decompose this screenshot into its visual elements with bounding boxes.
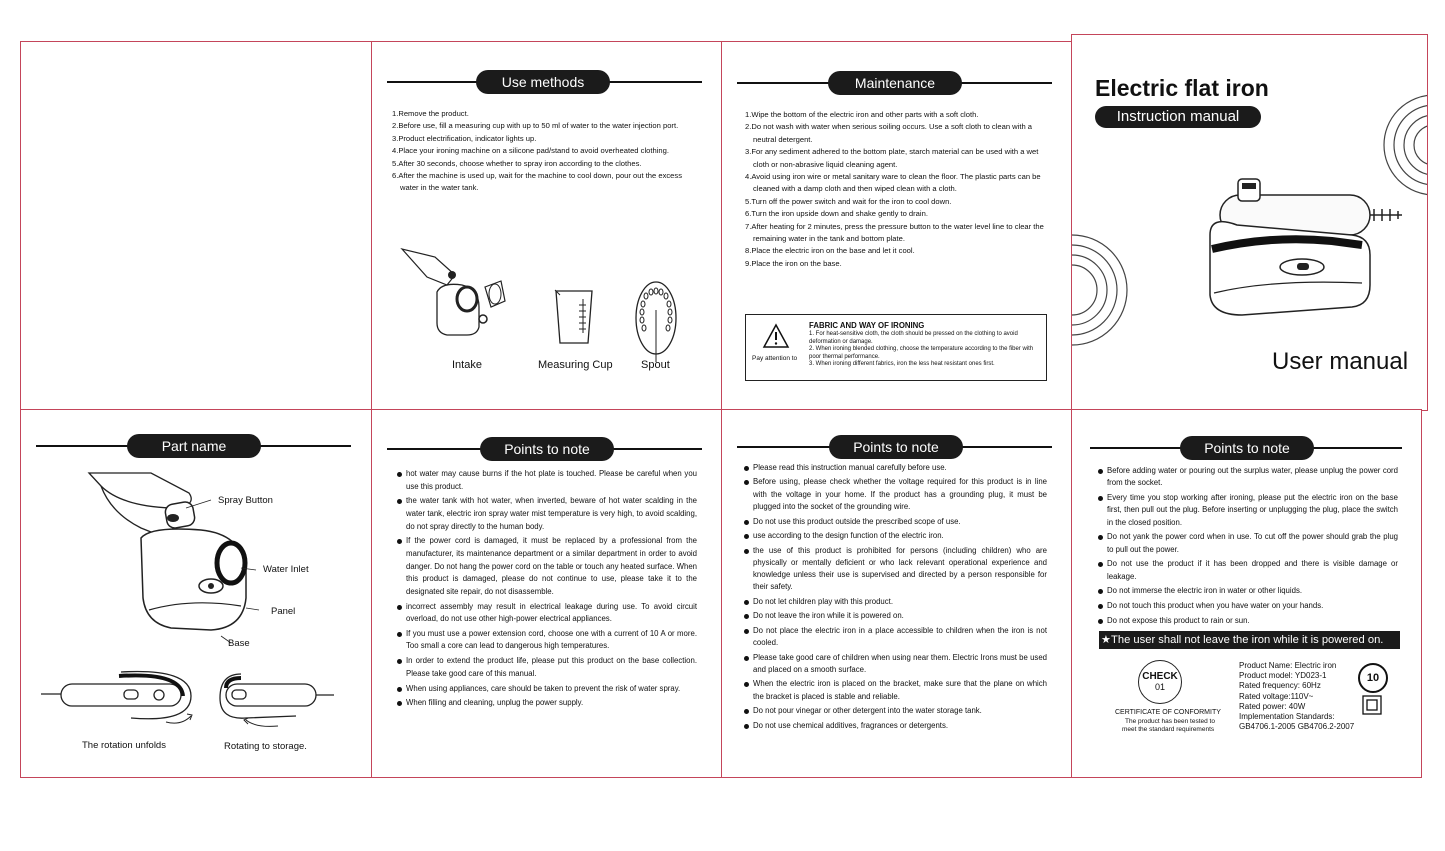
rotating-storage-caption: Rotating to storage. bbox=[224, 741, 307, 752]
notes1-panel bbox=[371, 409, 722, 778]
note-item: use according to the design function of the electric iron. bbox=[744, 530, 1047, 542]
note-item: In order to extend the product life, please put this product on the base collection. Please take good care of this manual. bbox=[397, 655, 697, 680]
maintenance-step: 5.Turn off the power switch and wait for the iron to cool down. bbox=[745, 196, 952, 206]
spray-button-label: Spray Button bbox=[218, 495, 273, 506]
cover-panel bbox=[1071, 34, 1428, 411]
note-item: Every time you stop working after ironing, please put the electric iron on the base first, then pull out the plug. Before inserting or unplugging the plug, place the switch in the closed position. bbox=[1098, 492, 1398, 529]
spout-icon bbox=[634, 280, 678, 364]
water-inlet-label: Water Inlet bbox=[263, 564, 309, 575]
notes3-panel bbox=[1071, 409, 1422, 778]
note-item: Before using, please check whether the voltage required for this product is in line with the voltage in your home. If the product has a grounding plug, it must be plugged into the socket of the grounding wire. bbox=[744, 476, 1047, 513]
notice-line: 3. When ironing different fabrics, iron the less heat resistant ones first. bbox=[809, 361, 995, 367]
use-methods-title: Use methods bbox=[476, 70, 610, 94]
maintenance-title: Maintenance bbox=[828, 71, 962, 95]
note-item: Do not leave the iron while it is powered on. bbox=[744, 610, 1047, 622]
spec-line: Product model: YD023-1 bbox=[1239, 671, 1327, 681]
spout-label: Spout bbox=[641, 359, 670, 371]
measuring-cup-label: Measuring Cup bbox=[538, 359, 613, 371]
rotating-storage-diagram bbox=[216, 668, 336, 733]
part-name-panel bbox=[20, 409, 372, 778]
use-methods-header bbox=[372, 70, 721, 94]
notes2-panel bbox=[721, 409, 1072, 778]
cover-footer: User manual bbox=[1272, 348, 1409, 375]
certificate-title: CERTIFICATE OF CONFORMITY bbox=[1115, 709, 1221, 716]
maintenance-panel bbox=[721, 41, 1072, 410]
notes3-title: Points to note bbox=[1180, 436, 1314, 460]
spec-line: Rated frequency: 60Hz bbox=[1239, 681, 1321, 691]
note-item: Please read this instruction manual carefully before use. bbox=[744, 462, 1047, 474]
notes3-header bbox=[1072, 436, 1421, 460]
use-step: 2.Before use, fill a measuring cup with up to 50 ml of water to the water injection port. bbox=[392, 121, 679, 131]
notice-caption: Pay attention to bbox=[752, 355, 798, 362]
note-item: Do not expose this product to rain or sun. bbox=[1098, 615, 1398, 627]
note-item: Do not yank the power cord when in use. To cut off the power should grab the plug to pull out the power. bbox=[1098, 531, 1398, 556]
iron-product-image bbox=[1202, 175, 1407, 325]
maintenance-step: 9.Place the iron on the base. bbox=[745, 258, 842, 268]
check-number: 01 bbox=[1154, 682, 1165, 692]
notes2-list bbox=[744, 462, 1047, 734]
note-item: Do not let children play with this product. bbox=[744, 596, 1047, 608]
notes1-title: Points to note bbox=[480, 437, 614, 461]
notes3-list bbox=[1098, 465, 1398, 629]
notes1-list bbox=[397, 468, 697, 712]
use-methods-steps bbox=[392, 108, 700, 195]
notes1-header bbox=[372, 437, 721, 461]
warning-banner: ★The user shall not leave the iron while it is powered on. bbox=[1099, 631, 1400, 649]
note-item: hot water may cause burns if the hot plate is touched. Please be careful when you use this product. bbox=[397, 468, 697, 493]
note-item: Do not touch this product when you have water on your hands. bbox=[1098, 600, 1398, 612]
maintenance-step: 8.Place the electric iron on the base and let it cool. bbox=[745, 246, 915, 256]
use-step: 5.After 30 seconds, choose whether to spray iron according to the clothes. bbox=[392, 158, 642, 168]
maintenance-step: 4.Avoid using iron wire or metal sanitary ware to clean the floor. The plastic parts can be cleaned with a damp cloth and then wiped clean with a cloth. bbox=[745, 172, 1041, 194]
spec-line: Product Name: Electric iron bbox=[1239, 661, 1337, 670]
note-item: Do not use the product if it has been dropped and there is visible damage or leakage. bbox=[1098, 558, 1398, 583]
note-item: Do not immerse the electric iron in water or other liquids. bbox=[1098, 585, 1398, 597]
use-step: 1.Remove the product. bbox=[392, 109, 469, 118]
part-name-header bbox=[21, 434, 371, 458]
maintenance-step: 2.Do not wash with water when serious soiling occurs. Use a soft cloth to clean with a neutral detergent. bbox=[745, 122, 1033, 144]
check-title: CHECK bbox=[1142, 671, 1178, 682]
note-item: Do not pour vinegar or other detergent into the water storage tank. bbox=[744, 705, 1047, 717]
use-step: 3.Product electrification, indicator lights up. bbox=[392, 133, 537, 143]
panel-label: Panel bbox=[271, 606, 296, 617]
note-item: When the electric iron is placed on the bracket, make sure that the plane on which the bracket is placed is stable and reliable. bbox=[744, 678, 1047, 703]
note-item: If you must use a power extension cord, choose one with a current of 10 A or more. Too small a core can lead to dangerous high temperatures. bbox=[397, 628, 697, 653]
maintenance-header bbox=[722, 71, 1071, 95]
base-label: Base bbox=[228, 638, 250, 649]
check-badge bbox=[1138, 660, 1182, 704]
maintenance-step: 7.After heating for 2 minutes, press the pressure button to the water level line to clear the remaining water in the tank and bottom plate. bbox=[745, 221, 1044, 244]
note-item: the use of this product is prohibited for persons (including children) who are physically or mentally deficient or who lack relevant operational experience and knowledge unless their use is supervised and directed by a person responsible for their safety. bbox=[744, 545, 1047, 594]
measuring-cup-icon bbox=[554, 287, 594, 347]
note-item: Before adding water or pouring out the surplus water, please unplug the power cord from the socket. bbox=[1098, 465, 1398, 490]
note-item: Do not use chemical additives, fragrances or detergents. bbox=[744, 720, 1047, 732]
spec-line: Rated voltage:110V~ bbox=[1239, 691, 1314, 701]
notice-line: 2. When ironing blended clothing, choose the temperature according to the fiber with poor thermal performance. bbox=[809, 346, 1034, 360]
note-item: When using appliances, care should be taken to prevent the risk of water spray. bbox=[397, 683, 697, 696]
blank-panel bbox=[20, 41, 372, 410]
part-name-title: Part name bbox=[127, 434, 261, 458]
notice-line: 1. For heat-sensitive cloth, the cloth should be pressed on the clothing to avoid deformation or damage. bbox=[809, 331, 1018, 345]
notes2-title: Points to note bbox=[829, 435, 963, 459]
spec-line: GB4706.1-2005 GB4706.2-2007 bbox=[1239, 722, 1355, 732]
maintenance-steps bbox=[745, 109, 1047, 270]
rotation-unfolds-caption: The rotation unfolds bbox=[82, 740, 166, 751]
intake-illustration bbox=[397, 237, 507, 342]
notice-title: FABRIC AND WAY OF IRONING bbox=[809, 321, 925, 330]
spec-line: Rated power: 40W bbox=[1239, 701, 1306, 711]
note-item: Please take good care of children when using near them. Electric Irons must be used and placed on a smooth surface. bbox=[744, 652, 1047, 677]
note-item: Do not place the electric iron in a place accessible to children when the iron is not cooled. bbox=[744, 625, 1047, 650]
use-step: 4.Place your ironing machine on a silicone pad/stand to avoid overheated clothing. bbox=[392, 146, 669, 156]
certificate-line2: meet the standard requirements bbox=[1122, 726, 1215, 733]
rotation-unfolds-diagram bbox=[41, 668, 196, 733]
maintenance-step: 1.Wipe the bottom of the electric iron and other parts with a soft cloth. bbox=[745, 110, 979, 119]
note-item: When filling and cleaning, unplug the power supply. bbox=[397, 697, 697, 710]
cover-subtitle: Instruction manual bbox=[1095, 106, 1261, 128]
certificate-line1: The product has been tested to bbox=[1125, 718, 1215, 725]
maintenance-step: 6.Turn the iron upside down and shake gently to drain. bbox=[745, 209, 928, 219]
specs-block bbox=[1239, 661, 1354, 732]
warning-triangle-icon bbox=[762, 323, 790, 349]
note-item: Do not use this product outside the prescribed scope of use. bbox=[744, 516, 1047, 528]
notes2-header bbox=[722, 435, 1071, 459]
decor-rings-bottom bbox=[1072, 230, 1132, 350]
spec-line: Implementation Standards: bbox=[1239, 712, 1335, 722]
note-item: the water tank with hot water, when inverted, beware of hot water scalding in the water tank, electric iron spray water mist temperature is very high, to avoid scalding, do not spray directly to the human body. bbox=[397, 495, 697, 533]
use-step: 6.After the machine is used up, wait for the machine to cool down, pour out the excess water in the water tank. bbox=[392, 171, 682, 193]
ten-year-badge-icon: 10 bbox=[1358, 663, 1388, 693]
double-insulation-icon bbox=[1362, 695, 1382, 715]
maintenance-step: 3.For any sediment adhered to the bottom plate, starch material can be used with a wet cloth or non-abrasive liquid cleaning agent. bbox=[745, 147, 1039, 169]
fabric-notice-box bbox=[745, 314, 1047, 381]
intake-label: Intake bbox=[452, 359, 482, 371]
cover-title: Electric flat iron bbox=[1095, 75, 1269, 101]
note-item: If the power cord is damaged, it must be replaced by a professional from the manufacturer, its maintenance department or a similar department in order to avoid danger. Do not hang the power cord on the table or touch any heated surface. When this product is damaged, please do not continue to use, please take it to the designated site repair, do not disassemble. bbox=[397, 535, 697, 598]
note-item: incorrect assembly may result in electrical leakage during use. To avoid circuit overload, do not use other high-power electrical appliances. bbox=[397, 601, 697, 626]
use-methods-panel bbox=[371, 41, 722, 410]
